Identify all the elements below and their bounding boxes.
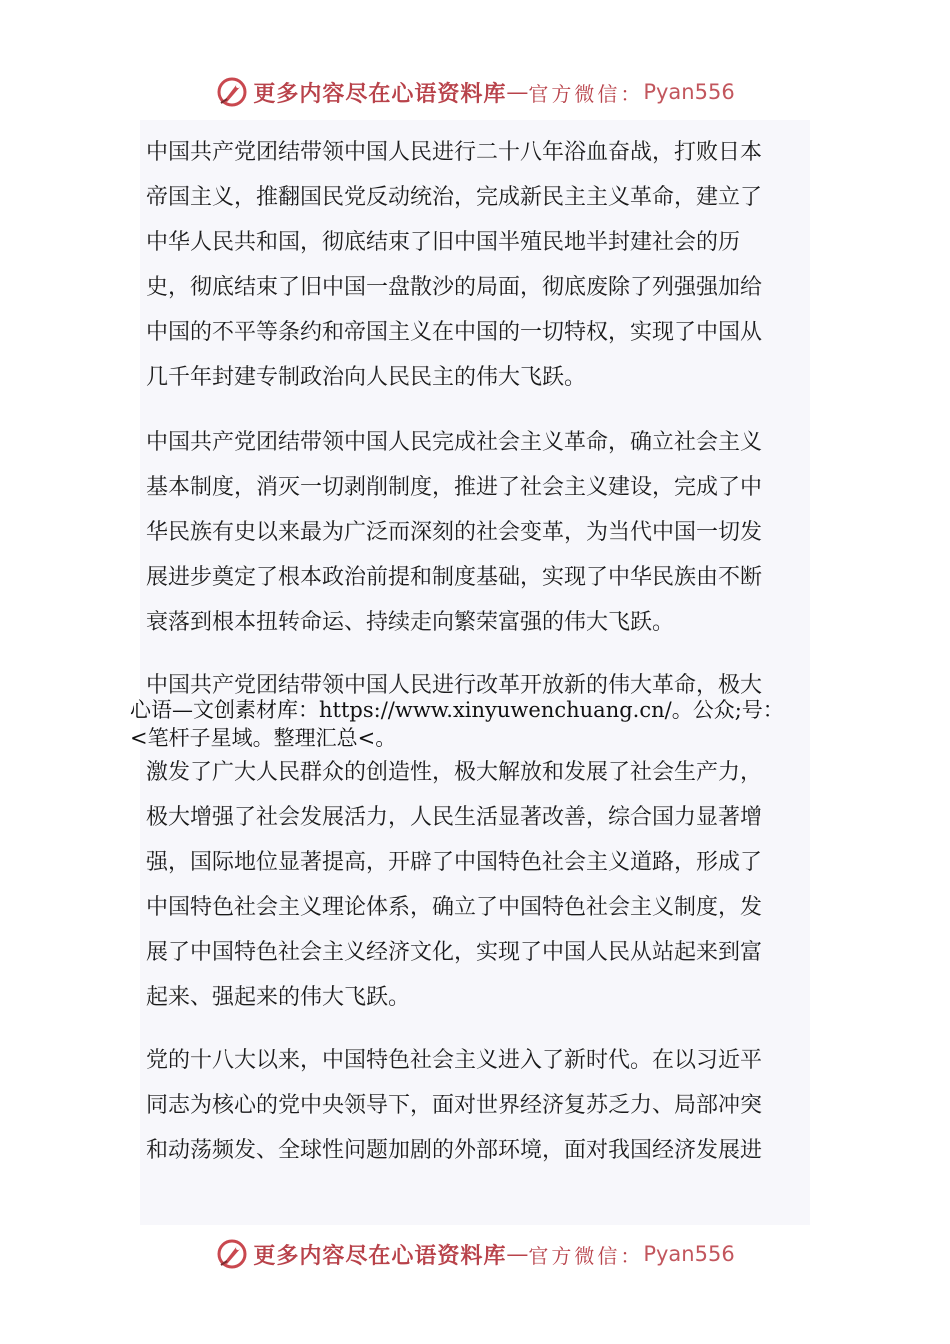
text-line: 几千年封建专制政治向人民民主的伟大飞跃。 bbox=[146, 365, 587, 390]
text-line: 帝国主义，推翻国民党反动统治，完成新民主主义革命，建立了 bbox=[146, 185, 763, 210]
paragraph-3-continued bbox=[146, 750, 806, 1020]
text-line: 强，国际地位显著提高，开辟了中国特色社会主义道路，形成了 bbox=[146, 850, 763, 875]
quill-logo-icon bbox=[215, 1237, 249, 1271]
banner-dash: — bbox=[506, 79, 529, 105]
text-line: 衰落到根本扭转命运、持续走向繁荣富强的伟大飞跃。 bbox=[146, 610, 675, 635]
watermark-text bbox=[130, 696, 830, 752]
text-line: 激发了广大人民群众的创造性，极大解放和发展了社会生产力， bbox=[146, 760, 763, 785]
text-line: 中国特色社会主义理论体系，确立了中国特色社会主义制度，发 bbox=[146, 895, 763, 920]
text-line: 党的十八大以来，中国特色社会主义进入了新时代。在以习近平 bbox=[146, 1048, 763, 1073]
banner-wechat-id: Pyan556 bbox=[643, 1242, 735, 1266]
watermark-line-1: 心语—文创素材库：https://www.xinyuwenchuang.cn/。公众;号： bbox=[130, 698, 784, 722]
text-line: 起来、强起来的伟大飞跃。 bbox=[146, 985, 411, 1010]
text-line: 中华人民共和国，彻底结束了旧中国半殖民地半封建社会的历 bbox=[146, 230, 741, 255]
paragraph-1 bbox=[146, 130, 806, 400]
text-line: 基本制度，消灭一切剥削制度，推进了社会主义建设，完成了中 bbox=[146, 475, 763, 500]
text-line: 中国共产党团结带领中国人民完成社会主义革命，确立社会主义 bbox=[146, 430, 763, 455]
paragraph-2 bbox=[146, 420, 806, 645]
text-line: 华民族有史以来最为广泛而深刻的社会变革，为当代中国一切发 bbox=[146, 520, 763, 545]
text-line: 中国的不平等条约和帝国主义在中国的一切特权，实现了中国从 bbox=[146, 320, 763, 345]
paragraph-4 bbox=[146, 1038, 806, 1173]
banner-wechat-label: 官方微信： bbox=[528, 81, 644, 106]
text-line: 极大增强了社会发展活力，人民生活显著改善，综合国力显著增 bbox=[146, 805, 763, 830]
banner-wechat-label: 官方微信： bbox=[528, 1243, 644, 1268]
header-banner bbox=[0, 72, 950, 112]
banner-title: 更多内容尽在心语资料库 bbox=[253, 1242, 507, 1269]
banner-title: 更多内容尽在心语资料库 bbox=[253, 80, 507, 107]
banner-wechat-id: Pyan556 bbox=[643, 80, 735, 104]
watermark-line-2: <笔杆子星域。整理汇总<。 bbox=[130, 726, 397, 750]
footer-banner bbox=[0, 1234, 950, 1274]
text-line: 史，彻底结束了旧中国一盘散沙的局面，彻底废除了列强强加给 bbox=[146, 275, 763, 300]
text-line: 展进步奠定了根本政治前提和制度基础，实现了中华民族由不断 bbox=[146, 565, 763, 590]
quill-logo-icon bbox=[215, 75, 249, 109]
text-line: 和动荡频发、全球性问题加剧的外部环境，面对我国经济发展进 bbox=[146, 1138, 763, 1163]
text-line: 同志为核心的党中央领导下，面对世界经济复苏乏力、局部冲突 bbox=[146, 1093, 763, 1118]
banner-dash: — bbox=[506, 1241, 529, 1267]
text-line: 中国共产党团结带领中国人民进行改革开放新的伟大革命，极大 bbox=[146, 673, 763, 698]
text-line: 展了中国特色社会主义经济文化，实现了中国人民从站起来到富 bbox=[146, 940, 763, 965]
text-line: 中国共产党团结带领中国人民进行二十八年浴血奋战，打败日本 bbox=[146, 140, 763, 165]
